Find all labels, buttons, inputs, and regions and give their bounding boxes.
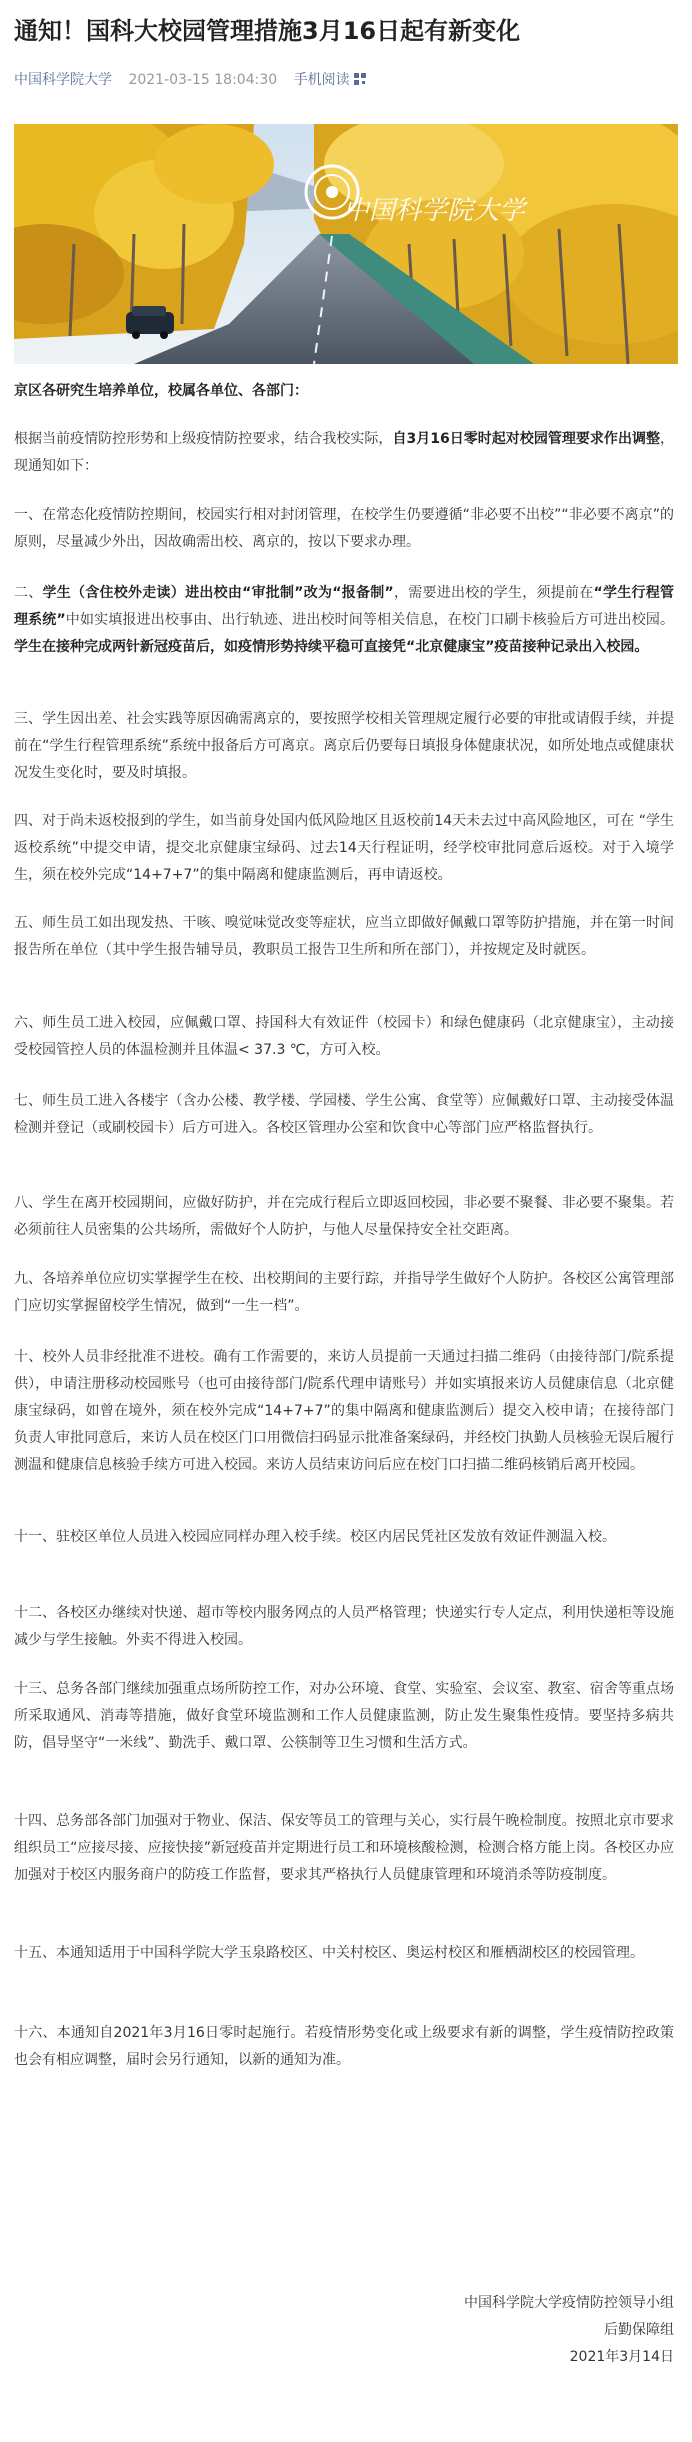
paragraph-3: 三、学生因出差、社会实践等原因确需离京的，要按照学校相关管理规定履行必要的审批或请假手续，并提前在“学生行程管理系统”系统中报备后方可离京。离京后仍要每日填报身体健康状况，如所处地点或健康状况发生变化时，要及时填报。: [14, 711, 674, 781]
paragraph-7: 七、师生员工进入各楼宇（含办公楼、教学楼、学园楼、学生公寓、食堂等）应佩戴好口罩、主动接受体温检测并登记（或刷校园卡）后方可进入。各校区管理办公室和饮食中心等部门应严格监督执行。: [14, 1093, 674, 1136]
mobile-read-link[interactable]: [294, 72, 366, 88]
qr-code-icon: [354, 73, 366, 85]
paragraph-2: 二、学生（含住校外走读）进出校由“审批制”改为“报备制”，需要进出校的学生，须提前在“学生行程管理系统”中如实填报进出校事由、出行轨迹、进出校时间等相关信息，在校门口刷卡核验后方可进出校园。学生在接种完成两针新冠疫苗后，如疫情形势持续平稳可直接凭“北京健康宝”疫苗接种记录出入校园。: [14, 585, 675, 655]
paragraph-8: 八、学生在离开校园期间，应做好防护，并在完成行程后立即返回校园，非必要不聚餐、非必要不聚集。若必须前往人员密集的公共场所，需做好个人防护，与他人尽量保持安全社交距离。: [14, 1195, 674, 1238]
greeting: 京区各研究生培养单位，校属各单位、各部门：: [14, 383, 308, 399]
hero-image: [14, 124, 678, 364]
signature-org-1: 中国科学院大学疫情防控领导小组: [464, 2295, 674, 2311]
signature-org-2: 后勤保障组: [604, 2322, 674, 2338]
paragraph-12: 十二、各校区办继续对快递、超市等校内服务网点的人员严格管理；快递实行专人定点，利用快递柜等设施减少与学生接触。外卖不得进入校园。: [14, 1605, 674, 1648]
signature-date: 2021年3月14日: [569, 2349, 674, 2365]
hero-calligraphy: 中国科学院大学: [342, 196, 526, 226]
intro-paragraph: 根据当前疫情防控形势和上级疫情防控要求，结合我校实际，自3月16日零时起对校园管理要求作出调整，现通知如下：: [14, 431, 674, 474]
paragraph-10: 十、校外人员非经批准不进校。确有工作需要的，来访人员提前一天通过扫描二维码（由接待部门/院系提供），申请注册移动校园账号（也可由接待部门/院系代理申请账号）并如实填报来访人员健康信息（北京健康宝绿码，如曾在境外，须在校外完成“14+7+7”的集中隔离和健康监测后）提交入校申请；在接待部门负责人审批同意后，来访人员在校区门口用微信扫码显示批准备案绿码，并经校门执勤人员核验无误后履行测温和健康信息核验手续方可进入校园。来访人员结束访问后应在校门口扫描二维码核销后离开校园。: [14, 1349, 674, 1473]
paragraph-14: 十四、总务部各部门加强对于物业、保洁、保安等员工的管理与关心，实行晨午晚检制度。按照北京市要求组织员工“应接尽接、应接快接”新冠疫苗并定期进行员工和环境核酸检测，检测合格方能上岗。各校区办应加强对于校区内服务商户的防疫工作监督，要求其严格执行人员健康管理和环境消杀等防疫制度。: [14, 1813, 674, 1883]
paragraph-15: 十五、本通知适用于中国科学院大学玉泉路校区、中关村校区、奥运村校区和雁栖湖校区的校园管理。: [14, 1945, 644, 1961]
article-title: 通知！国科大校园管理措施3月16日起有新变化: [14, 17, 521, 45]
paragraph-13: 十三、总务各部门继续加强重点场所防控工作，对办公环境、食堂、实验室、会议室、教室、宿舍等重点场所采取通风、消毒等措施，做好食堂环境监测和工作人员健康监测，防止发生聚集性疫情。要坚持多病共防，倡导坚守“一米线”、勤洗手、戴口罩、公筷制等卫生习惯和生活方式。: [14, 1681, 674, 1751]
paragraph-5: 五、师生员工如出现发热、干咳、嗅觉味觉改变等症状，应当立即做好佩戴口罩等防护措施，并在第一时间报告所在单位（其中学生报告辅导员，教职员工报告卫生所和所在部门），并按规定及时就医。: [14, 915, 674, 958]
source-link[interactable]: 中国科学院大学: [14, 72, 112, 88]
paragraph-11: 十一、驻校区单位人员进入校园应同样办理入校手续。校区内居民凭社区发放有效证件测温入校。: [14, 1529, 616, 1545]
signature-block: [464, 2290, 674, 2371]
publish-date: 2021-03-15 18:04:30: [128, 72, 278, 88]
paragraph-6: 六、师生员工进入校园，应佩戴口罩、持国科大有效证件（校园卡）和绿色健康码（北京健康宝），主动接受校园管控人员的体温检测并且体温< 37.3 ℃，方可入校。: [14, 1015, 674, 1058]
paragraph-9: 九、各培养单位应切实掌握学生在校、出校期间的主要行踪，并指导学生做好个人防护。各校区公寓管理部门应切实掌握留校学生情况，做到“一生一档”。: [14, 1271, 674, 1314]
article-meta: [14, 70, 366, 90]
mobile-read-label: 手机阅读: [293, 72, 350, 88]
paragraph-4: 四、对于尚未返校报到的学生，如当前身处国内低风险地区且返校前14天未去过中高风险地区，可在 “学生返校系统”中提交申请，提交北京健康宝绿码、过去14天行程证明，经学校审批同意后返校。对于入境学生，须在校外完成“14+7+7”的集中隔离和健康监测后，再申请返校。: [14, 813, 674, 883]
paragraph-16: 十六、本通知自2021年3月16日零时起施行。若疫情形势变化或上级要求有新的调整，学生疫情防控政策也会有相应调整，届时会另行通知，以新的通知为准。: [14, 2025, 674, 2068]
paragraph-1: 一、在常态化疫情防控期间，校园实行相对封闭管理，在校学生仍要遵循“非必要不出校”“非必要不离京”的原则，尽量减少外出，因故确需出校、离京的，按以下要求办理。: [14, 507, 674, 550]
